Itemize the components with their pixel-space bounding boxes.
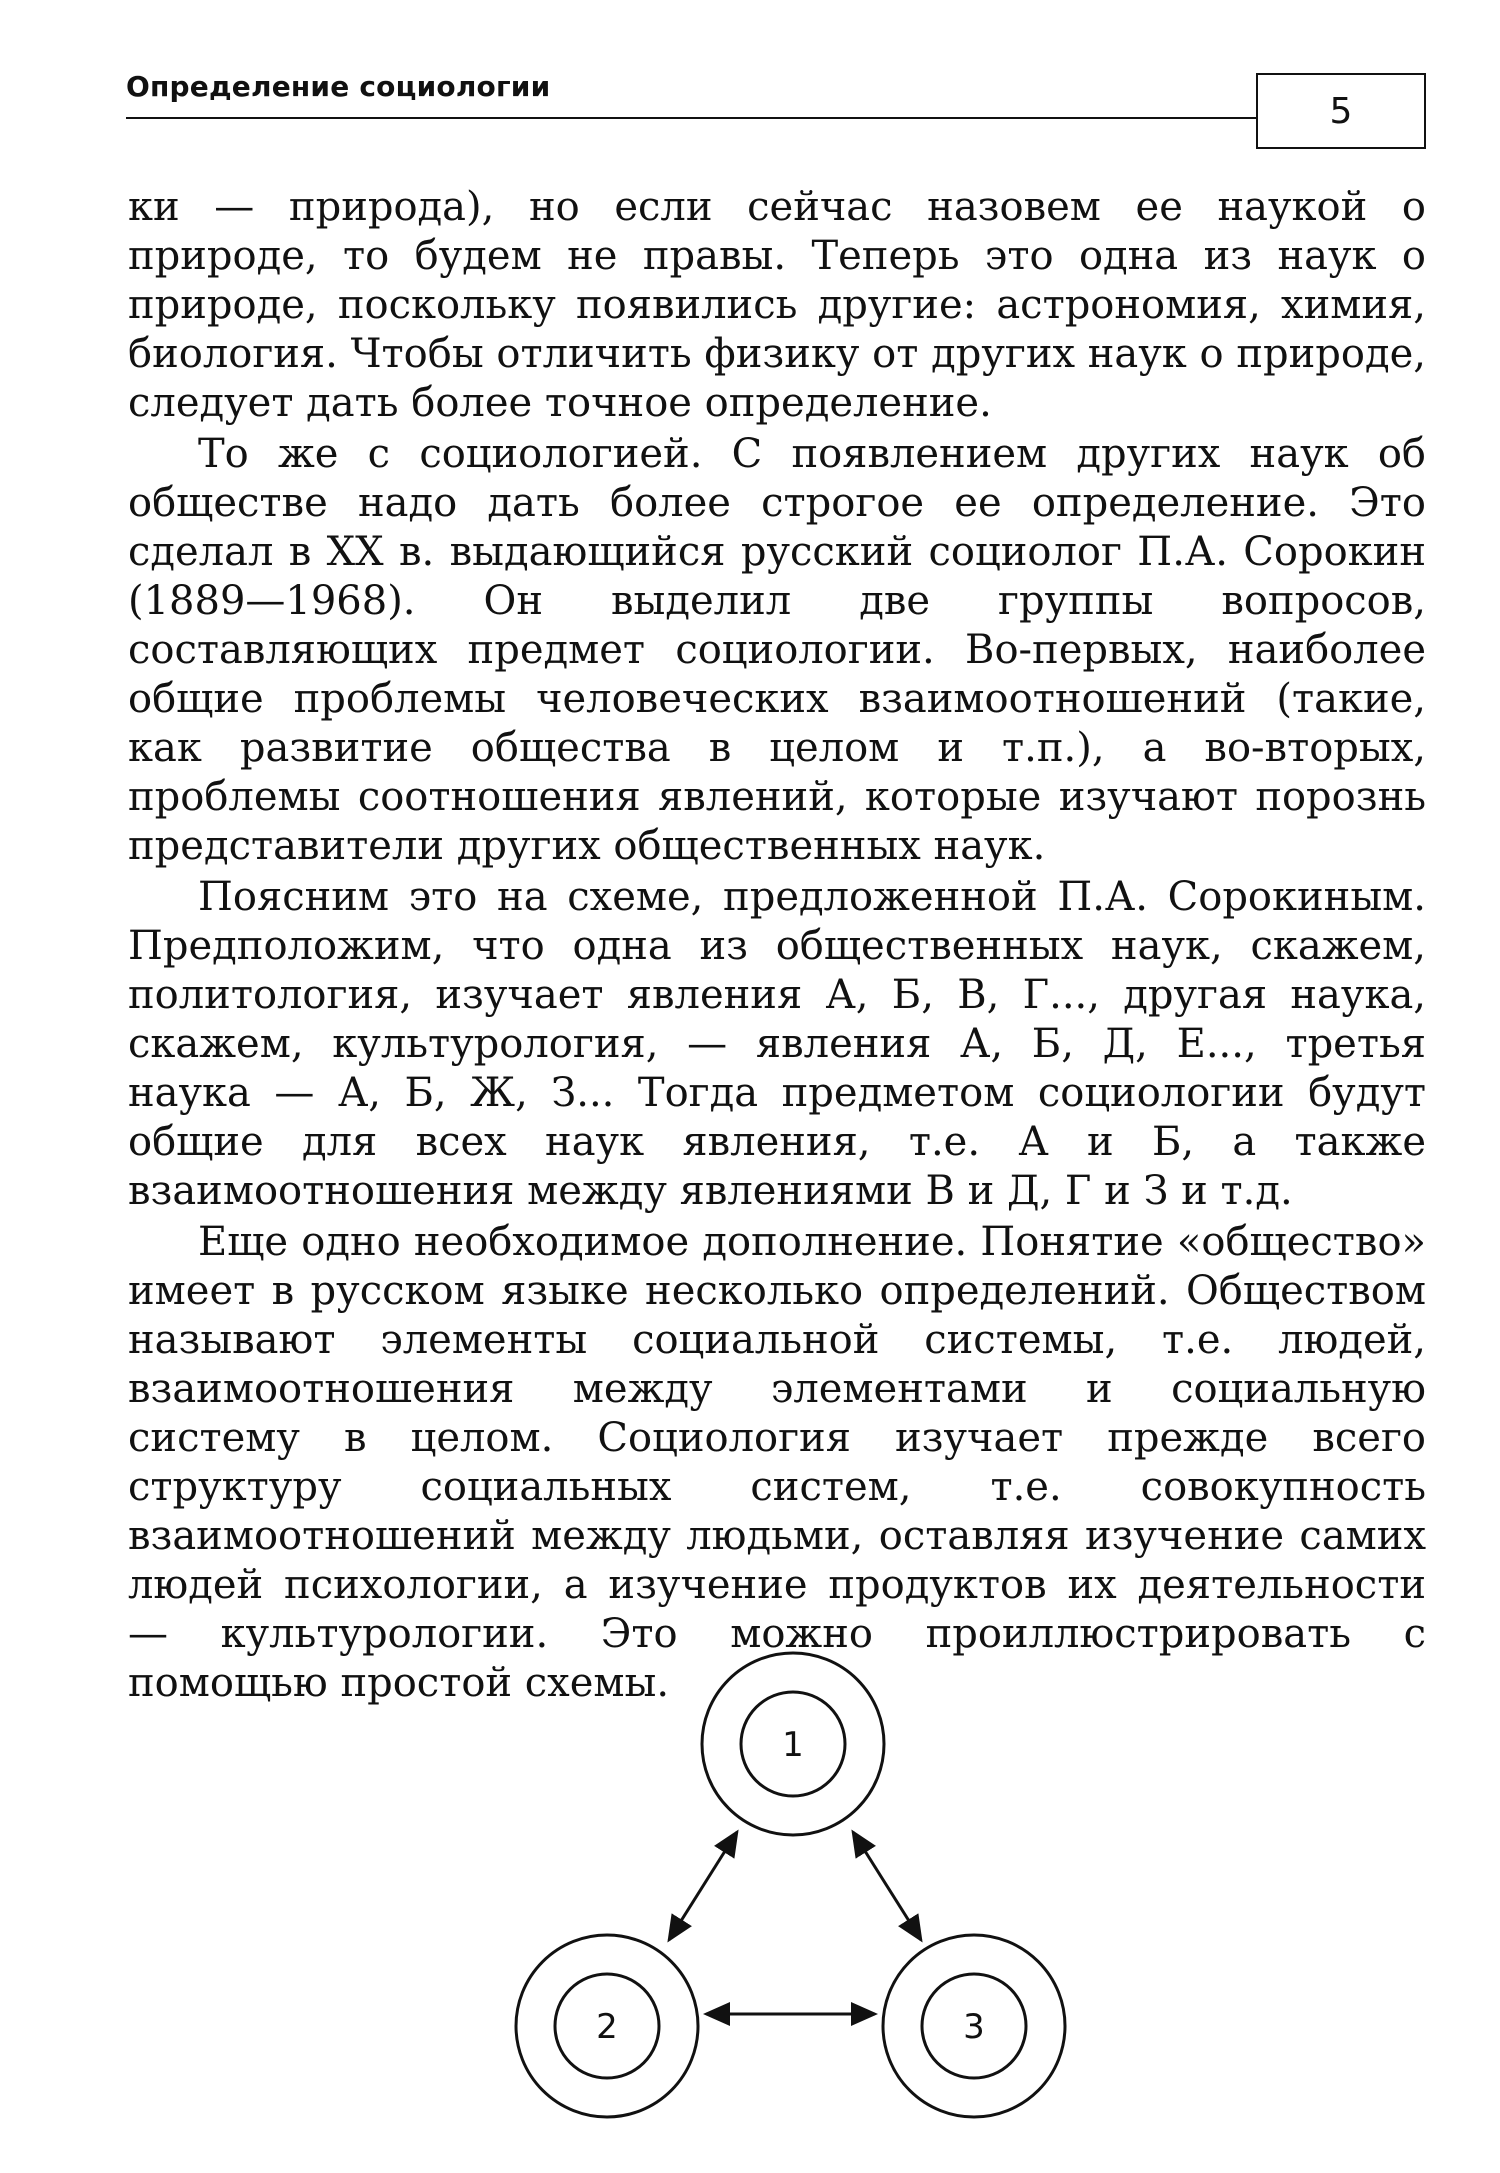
diagram-node-1-label: 1: [782, 1725, 804, 1765]
paragraph-society-definition: Еще одно необходимое дополнение. Понятие «общество» имеет в русском языке несколько определений. Обществом называют элементы социальной системы, т.е. людей, взаимоотношения между элементами и социальную систему в целом. Социология изучает прежде всего структуру социальных систем, т.е. совокупность взаимоотношений между людьми, оставляя изучение самих людей психологии, а изучение продуктов их деятельности — культурологии. Это можно проиллюстрировать с помощью простой схемы.: [128, 1219, 1426, 1706]
body-text: [128, 183, 1426, 1710]
header-rule: [126, 117, 1256, 119]
arrow-1-2: [669, 1832, 737, 1940]
arrow-1-3: [853, 1832, 921, 1940]
diagram-node-2-label: 2: [596, 2007, 618, 2047]
running-header-title: Определение социологии: [126, 70, 551, 103]
page-number: 5: [1329, 90, 1353, 132]
paragraph-continuation: ки — природа), но если сейчас назовем ее наукой о природе, то будем не правы. Теперь это одна из наук о природе, поскольку появились другие: астрономия, химия, биология. Чтобы отличить физику от других наук о природе, следует дать более точное определение.: [128, 184, 1426, 426]
paragraph-sorokin-definition: То же с социологией. С появлением других наук об обществе надо дать более строгое ее определение. Это сделал в XX в. выдающийся русский социолог П.А. Сорокин (1889—1968). Он выделил две группы вопросов, составляющих предмет социологии. Во-первых, наиболее общие проблемы человеческих взаимоотношений (такие, как развитие общества в целом и т.п.), а во-вторых, проблемы соотношения явлений, которые изучают порознь представители других общественных наук.: [128, 431, 1426, 869]
paragraph-sorokin-scheme: Поясним это на схеме, предложенной П.А. Сорокиным. Предположим, что одна из общественных наук, скажем, политология, изучает явления А, Б, В, Г..., другая наука, скажем, культурология, — явления А, Б, Д, Е..., третья наука — А, Б, Ж, З... Тогда предметом социологии будут общие для всех наук явления, т.е. А и Б, а также взаимоотношения между явлениями В и Д, Г и З и т.д.: [128, 874, 1426, 1214]
diagram-node-3-label: 3: [963, 2007, 985, 2047]
page-number-box: [1256, 73, 1426, 149]
diagram-node-3: [883, 1935, 1065, 2117]
diagram-node-2: [516, 1935, 698, 2117]
